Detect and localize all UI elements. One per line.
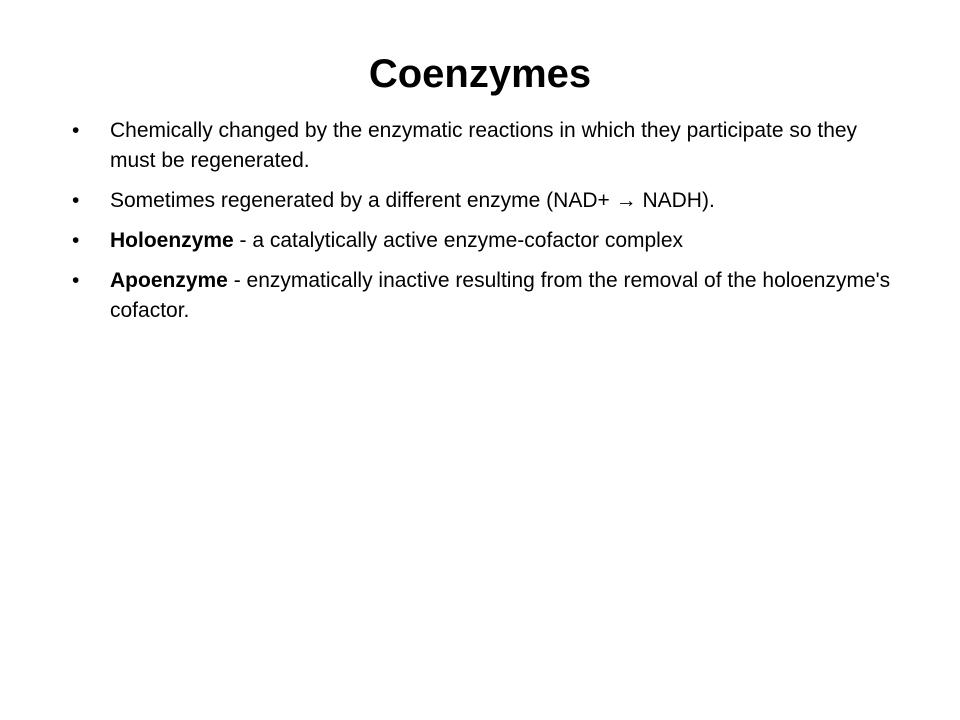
bullet-icon: •: [72, 119, 80, 142]
bullet-item: [72, 266, 892, 326]
bullet-item: [72, 186, 892, 216]
bullet-icon: •: [72, 189, 80, 212]
bullet-text: Sometimes regenerated by a different enzyme (NAD+ → NADH).: [110, 189, 715, 212]
bullet-item: [72, 116, 892, 176]
bullet-icon: •: [72, 269, 80, 292]
bullet-item: [72, 226, 892, 256]
slide-title: Coenzymes: [368, 52, 592, 96]
bullet-text: - enzymatically inactive resulting from the removal of the holoenzyme's cofactor.: [110, 269, 891, 322]
bullet-term-apoenzyme: Apoenzyme: [110, 269, 228, 292]
bullet-term-holoenzyme: Holoenzyme: [110, 229, 234, 252]
bullet-list: [72, 116, 892, 336]
bullet-text: - a catalytically active enzyme-cofactor complex: [233, 229, 684, 252]
bullet-text: Chemically changed by the enzymatic reactions in which they participate so they must be regenerated.: [110, 119, 858, 172]
bullet-icon: •: [72, 229, 80, 252]
